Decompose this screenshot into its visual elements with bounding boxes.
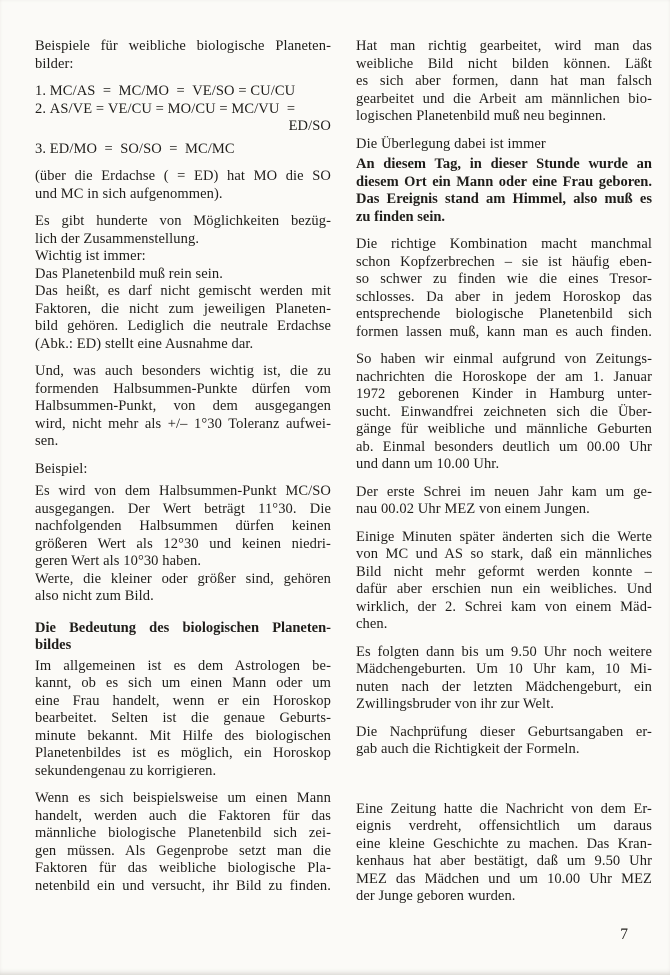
text-line: sekundengenau zu korrigieren. xyxy=(35,762,217,779)
text-line: 1. MC/AS = MC/MO = VE/SO = CU/CU xyxy=(35,83,296,99)
text-line: und dann um 10.00 Uhr. xyxy=(356,456,500,472)
formula-list-item-3 xyxy=(35,141,331,159)
paragraph xyxy=(356,484,652,519)
text-line: gab auch die Richtigkeit der Formeln. xyxy=(356,741,580,757)
text-line: netenbild ein und versucht, ihr Bild zu finden. xyxy=(35,877,331,894)
text-line: Faktoren, die nicht zum jeweiligen Planeten- xyxy=(35,300,331,317)
text-line: Es folgten dann bis um 9.50 Uhr noch weitere xyxy=(356,643,652,660)
text-line: Es wird von dem Halbsummen-Punkt MC/SO xyxy=(35,483,331,499)
text-line: 2. AS/VE = VE/CU = MO/CU = MC/VU = xyxy=(35,100,296,117)
text-line: und MC in sich aufgenommen). xyxy=(35,185,223,202)
text-line: so schwer zu finden wie die eines Tresor- xyxy=(356,271,652,287)
text-line: Werte, die kleiner oder größer sind, gehören xyxy=(35,570,331,587)
text-line: chen. xyxy=(356,616,388,632)
text-line: (über die Erdachse ( = ED) hat MO die SO xyxy=(35,168,331,184)
paragraph xyxy=(35,461,331,479)
text-line: sucht. Einwandfrei zeichneten sich die Über- xyxy=(356,403,652,420)
text-line: es sich aber formen, dann hat man falsch xyxy=(356,73,652,89)
text-line: männliche biologische Planetenbild sich zei- xyxy=(35,825,331,841)
text-line: handelt, werden auch die Faktoren für das xyxy=(35,807,331,824)
text-line: größeren Wert als 12°30 und keinen niedri- xyxy=(35,535,331,552)
parenthetical-note xyxy=(35,168,331,203)
text-line: dafür aber erschien nun ein weibliches. Und xyxy=(356,581,652,597)
text-line: Zwillingsbruder von ihr zur Welt. xyxy=(356,696,554,712)
text-line: gen müssen. Als Gegenprobe setzt man die xyxy=(35,842,331,859)
paragraph xyxy=(35,658,331,781)
paragraph xyxy=(35,248,331,266)
text-line: bearbeitet. Selten ist die genaue Geburts- xyxy=(35,710,331,726)
section-heading xyxy=(35,620,331,655)
text-line: wird, nicht mehr als +/– 1°30 Toleranz aufwei- xyxy=(35,415,331,432)
text-line: bild gehören. Lediglich die neutrale Erdachse xyxy=(35,318,331,334)
paragraph xyxy=(35,483,331,571)
text-line: Eine Zeitung hatte die Nachricht von dem Er- xyxy=(356,800,652,817)
text-line: Und, was auch besonders wichtig ist, die zu xyxy=(35,363,331,379)
text-line: Planetenbildes ist es möglich, ein Horoskop xyxy=(35,745,331,761)
text-line: An diesem Tag, in dieser Stunde wurde an xyxy=(356,156,652,172)
text-line: ED/SO xyxy=(288,118,331,134)
text-line: nau 00.02 Uhr MEZ von einem Jungen. xyxy=(356,501,590,517)
text-line: Das heißt, es darf nicht gemischt werden mit xyxy=(35,283,331,299)
text-line: Beispiele für weibliche biologische Planeten- xyxy=(35,38,331,54)
text-line: eine Frau handelt, wenn er ein Horoskop xyxy=(35,692,331,709)
text-line: nachfolgenden Halbsummen dürfen keinen xyxy=(35,518,331,534)
text-line: geren Wert als 10°30 haben. xyxy=(35,553,202,569)
text-line: eine kleine Geschichte zu machen. Das Kran- xyxy=(356,835,652,852)
text-line: wirklich, der 2. Schrei kam von einem Mäd- xyxy=(356,598,652,615)
paragraph xyxy=(356,724,652,759)
text-line: der Junge geboren wurden. xyxy=(356,888,516,904)
text-line: logischen Planetenbild muß neu beginnen. xyxy=(356,108,607,124)
text-line: Es gibt hunderte von Möglichkeiten bezüg- xyxy=(35,213,331,229)
text-line: bildes xyxy=(35,637,72,653)
text-line: Die Bedeutung des biologischen Planeten- xyxy=(35,619,331,636)
paragraph xyxy=(35,266,331,284)
formula-list-items-1-2 xyxy=(35,83,331,136)
text-line: bilder: xyxy=(35,55,74,72)
page-number: 7 xyxy=(620,926,628,943)
text-line: gänge für weibliche und männliche Geburten xyxy=(356,421,652,437)
text-line: Im allgemeinen ist es dem Astrologen be- xyxy=(35,657,331,674)
text-line: kannt, ob es sich um einen Mann oder um xyxy=(35,675,331,691)
text-line: 3. ED/MO = SO/SO = MC/MC xyxy=(35,140,235,157)
right-column xyxy=(356,38,652,906)
text-line: Faktoren für das weibliche biologische Pla- xyxy=(35,860,331,876)
text-line: sen. xyxy=(35,433,59,449)
text-line: lich der Zusammenstellung. xyxy=(35,230,200,247)
text-line: schlosses. Da aber in jedem Horoskop das xyxy=(356,288,652,305)
text-line: ab. Einmal besonders deutlich um 00.00 Uhr xyxy=(356,438,652,455)
paragraph xyxy=(356,136,652,154)
text-line: entsprechende biologische Planetenbild sich xyxy=(356,306,652,322)
text-line: (Abk.: ED) stellt eine Ausnahme dar. xyxy=(35,335,254,352)
text-line: Hat man richtig gearbeitet, wird man das xyxy=(356,38,652,54)
paragraph xyxy=(35,283,331,353)
text-line: zu finden sein. xyxy=(356,208,446,225)
text-line: Die Überlegung dabei ist immer xyxy=(356,135,546,152)
text-line: Bild nicht mehr geformt werden konnte – xyxy=(356,563,652,580)
text-line: Der erste Schrei im neuen Jahr kam um ge- xyxy=(356,483,652,500)
text-line: Wenn es sich beispielsweise um einen Mann xyxy=(35,790,331,806)
text-line: Die Nachprüfung dieser Geburtsangaben er- xyxy=(356,723,652,740)
text-line: Einige Minuten später änderten sich die Werte xyxy=(356,528,652,545)
text-line: nachrichten die Horoskope der am 1. Januar xyxy=(356,368,652,385)
text-line: also nicht zum Bild. xyxy=(35,588,154,604)
text-line: formenden Halbsummen-Punkte dürfen vom xyxy=(35,380,331,397)
text-line: ausgegangen. Der Wert beträgt 11°30. Die xyxy=(35,500,331,517)
text-line: schon Kopfzerbrechen – sie ist häufig eben- xyxy=(356,253,652,270)
paragraph xyxy=(356,801,652,906)
paragraph xyxy=(35,790,331,895)
text-line: eignis verdreht, offensichtlich um daraus xyxy=(356,818,652,834)
paragraph xyxy=(356,38,652,126)
text-line: Halbsummen-Punkt, von dem ausgegangen xyxy=(35,398,331,414)
paragraph xyxy=(356,644,652,714)
text-line: minute bekannt. Mit Hilfe des biologischen xyxy=(35,727,331,744)
text-line: nuten nach der letzten Mädchengeburt, ein xyxy=(356,678,652,695)
text-line: Mädchengeburten. Um 10 Uhr kam, 10 Mi- xyxy=(356,661,652,677)
text-line: Die richtige Kombination macht manchmal xyxy=(356,236,652,252)
emphasis-paragraph xyxy=(356,156,652,226)
text-line: weibliche Bild nicht bilden können. Läßt xyxy=(356,55,652,72)
paragraph xyxy=(35,363,331,451)
text-line: Das Ereignis stand am Himmel, also muß es xyxy=(356,191,652,207)
text-line: gearbeitet und die Arbeit am männlichen bio- xyxy=(356,90,652,107)
paragraph xyxy=(356,351,652,474)
paragraph xyxy=(356,236,652,341)
text-line: Wichtig ist immer: xyxy=(35,248,146,264)
text-line: von MC und AS so stark, daß ein männliches xyxy=(356,546,652,562)
intro-paragraph xyxy=(35,38,331,73)
text-line: 1972 geborenen Kinder in Hamburg unter- xyxy=(356,386,652,402)
text-line: MEZ das Mädchen und um 10.00 Uhr MEZ xyxy=(356,870,652,887)
paragraph xyxy=(35,213,331,248)
text-line: Beispiel: xyxy=(35,460,88,477)
text-line: kenhaus hat aber bestätigt, daß um 9.50 Uhr xyxy=(356,853,652,869)
text-line: diesem Ort ein Mann oder eine Frau geboren. xyxy=(356,173,652,190)
text-line: So haben wir einmal aufgrund von Zeitungs- xyxy=(356,351,652,367)
text-line: formen lassen muß, kann man es auch finden. xyxy=(356,323,652,340)
text-line: Das Planetenbild muß rein sein. xyxy=(35,265,223,282)
paragraph xyxy=(356,529,652,634)
left-column xyxy=(35,38,331,895)
paragraph xyxy=(35,571,331,606)
